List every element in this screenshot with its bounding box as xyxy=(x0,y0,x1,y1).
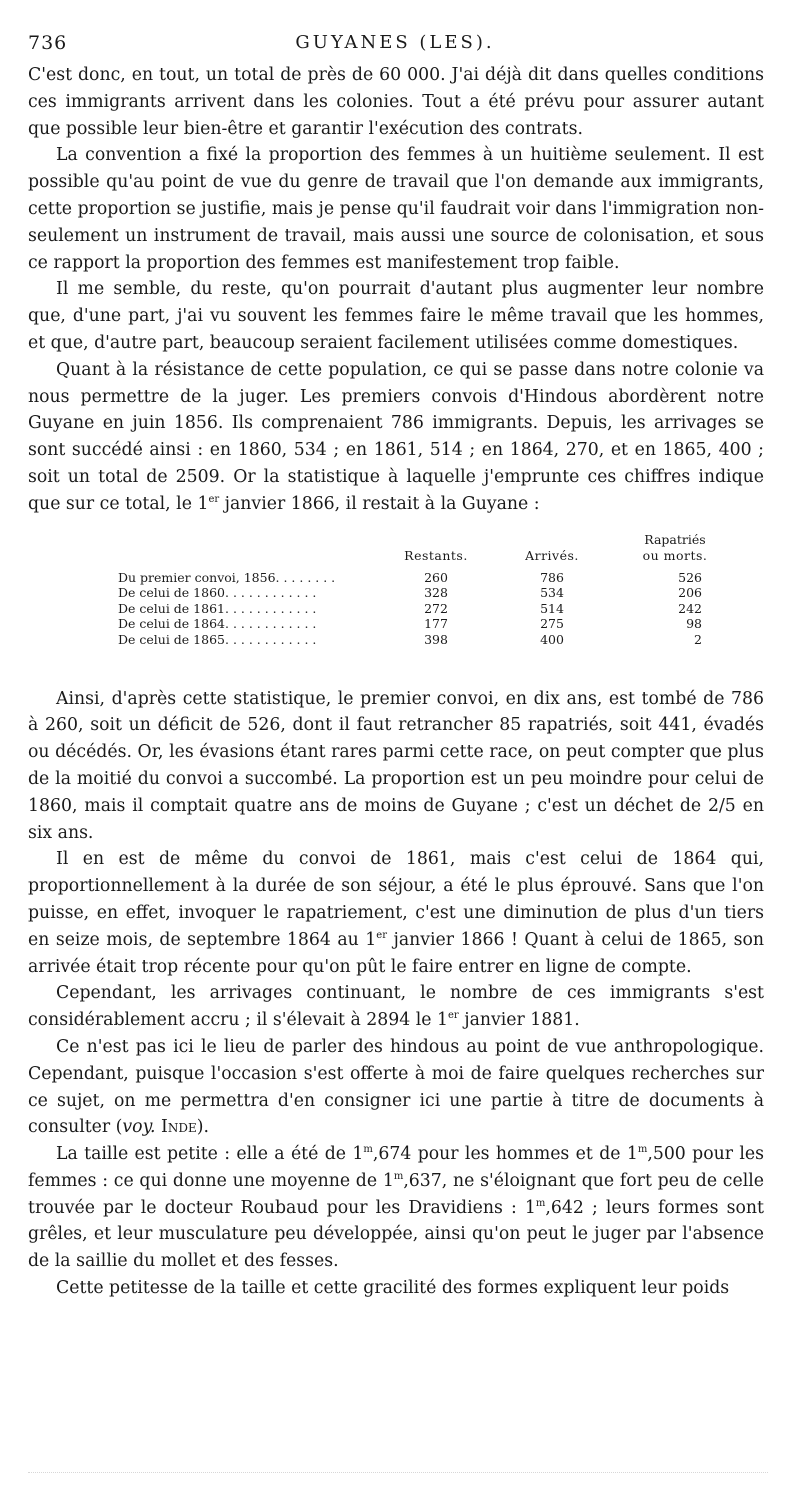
row-restants: 177 xyxy=(424,616,448,632)
row-rapatries: 526 xyxy=(678,569,702,585)
paragraph-9-text-b: ,674 pour les hommes et de 1 xyxy=(372,1144,638,1165)
paragraph-6-text-a: Il en est de même du convoi de 1861, mais c'est celui de 1864 qui, proportionnellement à la durée de son séjour, a été le plus éprouvé. Sans que l'on puisse, en effet, invoquer le rapatriement, c'est une diminution de plus d'un tiers en seize mois, de septembre 1864 au 1 xyxy=(28,849,764,950)
paragraph-7-text-a: Cependant, les arrivages continuant, le nombre de ces immigrants s'est considérablement accru ; il s'élevait à 2894 le 1 xyxy=(28,983,764,1031)
paragraph-9-unit-3: m xyxy=(393,1171,404,1183)
row-arrives: 534 xyxy=(540,585,564,601)
table-header-row xyxy=(118,548,728,564)
paragraph-1: C'est donc, en tout, un total de près de 60 000. J'ai déjà dit dans quelles conditions ces immigrants arrivent dans les colonies. Tout a été prévu pour assurer autant que possible leur bien-être et garantir l'exécution des contrats. xyxy=(28,65,764,139)
paragraph-8-voy: voy. xyxy=(122,1117,156,1138)
paragraph-6 xyxy=(28,846,764,980)
table-row xyxy=(118,585,728,601)
row-restants: 328 xyxy=(424,585,448,601)
row-arrives: 786 xyxy=(540,569,564,585)
row-arrives: 275 xyxy=(540,616,564,632)
statistics-table xyxy=(28,532,764,668)
scan-footer-artifact xyxy=(28,1472,768,1474)
paragraph-2: La convention a fixé la proportion des femmes à un huitième seulement. Il est possible qu'au point de vue du genre de travail que l'on demande aux immigrants, cette proportion se justifie, mais je pense qu'il faudrait voir dans l'immigration non-seulement un instrument de travail, mais aussi une source de colonisation, et sous ce rapport la proportion des femmes est manifestement trop faible. xyxy=(28,145,764,273)
table-rows xyxy=(118,570,728,648)
page-header xyxy=(28,32,762,56)
row-restants: 398 xyxy=(424,631,448,647)
paragraph-9-unit-2: m xyxy=(637,1144,648,1156)
paragraph-4 xyxy=(28,357,764,518)
row-label: Du premier convoi, 1856. . . . . . . . xyxy=(118,569,336,585)
running-title: GUYANES (LES). xyxy=(295,32,495,53)
paragraph-7-text-b: janvier 1881. xyxy=(458,1010,580,1031)
paragraph-9 xyxy=(28,1141,764,1275)
row-restants: 272 xyxy=(424,600,448,616)
row-label: De celui de 1865. . . . . . . . . . . . xyxy=(118,631,317,647)
paragraph-8-end: ). xyxy=(196,1117,210,1138)
paragraph-3: Il me semble, du reste, qu'on pourrait d'autant plus augmenter leur nombre que, d'une part, j'ai vu souvent les femmes faire le même travail que les hommes, et que, d'autre part, beaucoup seraient facilement utilisées comme domestiques. xyxy=(28,279,764,353)
paragraph-4-text: Quant à la résistance de cette population, ce qui se passe dans notre colonie va nous permettre de la juger. Les premiers convois d'Hindous abordèrent notre Guyane en juin 1856. Ils comprenaient 786 immigrants. Depuis, les arrivages se sont succédé ainsi : en 1860, 534 ; en 1861, 514 ; en 1864, 270, et en 1865, 400 ; soit un total de 2509. Or la statistique à laquelle j'emprunte ces chiffres indique que sur ce total, le xyxy=(28,359,764,514)
row-rapatries: 2 xyxy=(694,631,702,647)
paragraph-9-text-e: ,642 ; leurs formes sont grêles, et leur musculature peu développée, ainsi qu'on peut le juger par l'absence de la saillie du mollet et des fesses. xyxy=(28,1197,764,1272)
header-restants: Restants. xyxy=(404,547,468,563)
row-label: De celui de 1861. . . . . . . . . . . . xyxy=(118,600,317,616)
paragraph-9-text-c: ,500 pour les femmes : ce qui donne une moyenne de 1 xyxy=(28,1144,765,1191)
paragraph-8-inde: Inde xyxy=(161,1117,197,1138)
table-row xyxy=(118,616,728,632)
row-rapatries: 98 xyxy=(686,616,702,632)
paragraph-4-day: 1 xyxy=(197,493,209,514)
row-label: De celui de 1864. . . . . . . . . . . . xyxy=(118,616,317,632)
row-arrives: 514 xyxy=(540,600,564,616)
page-number: 736 xyxy=(28,32,68,54)
page-body xyxy=(28,62,764,1302)
row-rapatries: 242 xyxy=(678,600,702,616)
paragraph-8-text-a: Ce n'est pas ici le lieu de parler des hindous au point de vue anthropologique. Cependant, puisque l'occasion s'est offerte à moi de faire quelques recherches sur ce sujet, on me permettra d'en consigner ici une partie à titre de documents à consulter ( xyxy=(28,1036,764,1138)
paragraph-7 xyxy=(28,980,764,1034)
paragraph-9-unit-4: m xyxy=(535,1197,546,1209)
paragraph-9-text-a: La taille est petite : elle a été de 1 xyxy=(56,1144,364,1165)
header-rapatries-line1: Rapatriés xyxy=(644,531,706,547)
paragraph-4-sup: er xyxy=(208,493,220,505)
table-row xyxy=(118,632,728,648)
paragraph-10: Cette petitesse de la taille et cette gracilité des formes expliquent leur poids xyxy=(56,1278,730,1299)
header-rapatries-line2: ou morts. xyxy=(642,547,708,563)
header-arrives: Arrivés. xyxy=(525,547,579,563)
table-row xyxy=(118,570,728,586)
table-row xyxy=(118,601,728,617)
paragraph-9-text-d: ,637, ne s'éloignant que fort peu de celle trouvée par le docteur Roubaud pour les Dravidiens : 1 xyxy=(28,1170,764,1218)
paragraph-4-end: janvier 1866, il restait à la Guyane : xyxy=(224,493,540,514)
paragraph-7-sup: er xyxy=(448,1010,459,1022)
row-rapatries: 206 xyxy=(678,585,702,601)
paragraph-8 xyxy=(28,1034,764,1141)
row-restants: 260 xyxy=(424,569,448,585)
paragraph-9-unit-1: m xyxy=(363,1144,373,1156)
row-label: De celui de 1860. . . . . . . . . . . . xyxy=(118,585,317,601)
paragraph-6-text-b: janvier 1866 ! Quant à celui de 1865, son arrivée était trop récente pour qu'on pût le faire entrer en ligne de compte. xyxy=(28,929,765,977)
row-arrives: 400 xyxy=(540,631,564,647)
paragraph-6-sup: er xyxy=(376,929,387,941)
paragraph-5: Ainsi, d'après cette statistique, le premier convoi, en dix ans, est tombé de 786 à 260, soit un déficit de 526, dont il faut retrancher 85 rapatriés, soit 441, évadés ou décédés. Or, les évasions étant rares parmi cette race, on peut compter que plus de la moitié du convoi a succombé. La proportion est un peu moindre pour celui de 1860, mais il comptait quatre ans de moins de Guyane ; c'est un déchet de 2/5 en six ans. xyxy=(28,688,764,843)
